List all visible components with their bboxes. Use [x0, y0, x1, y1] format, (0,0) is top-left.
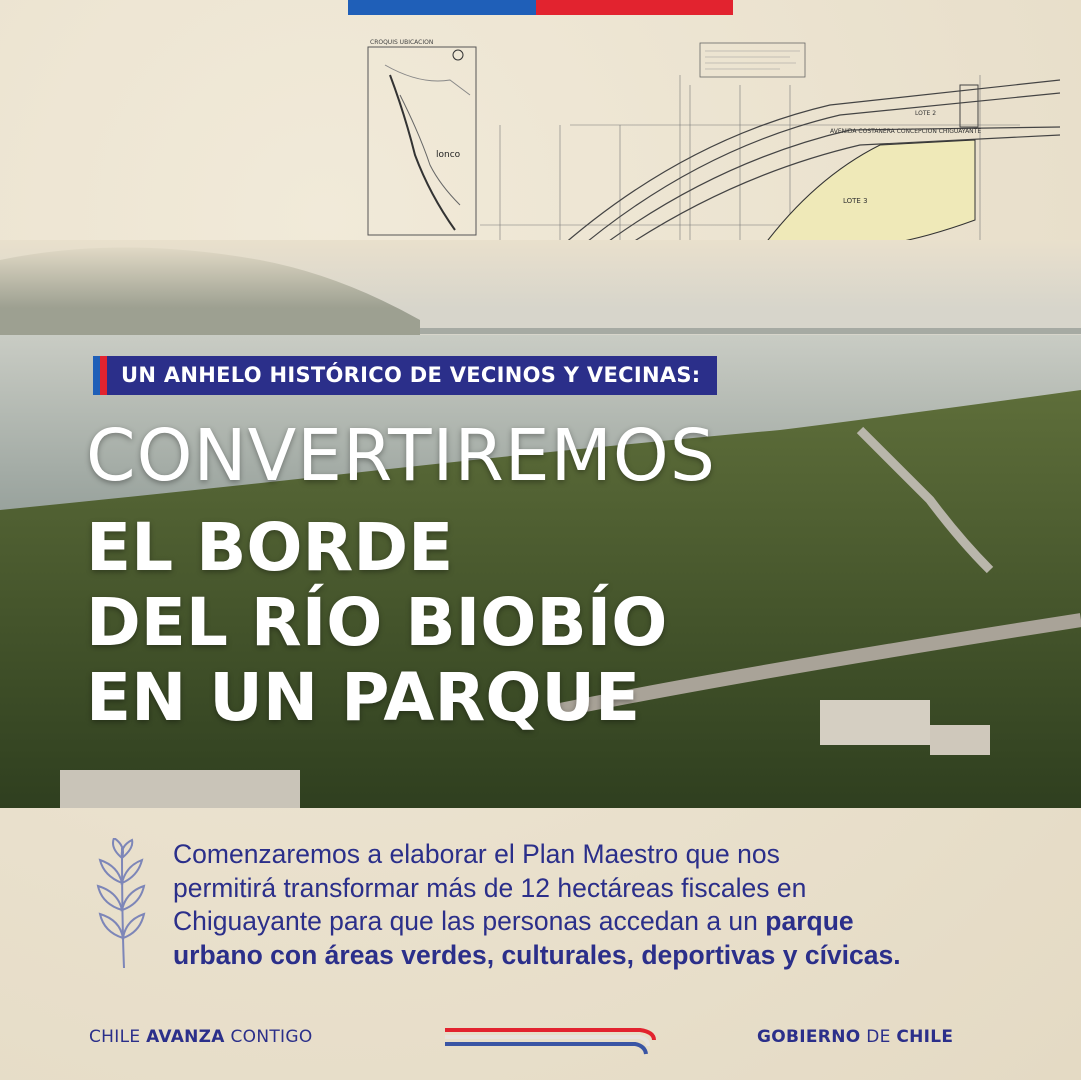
- kicker-red-bar: [100, 356, 107, 395]
- body-paragraph: [173, 838, 1033, 972]
- body-line-1: Comenzaremos a elaborar el Plan Maestro que nos: [173, 839, 780, 869]
- footer-slogan-bold: AVANZA: [146, 1027, 225, 1047]
- body-line-4-bold: urbano con áreas verdes, culturales, deportivas y cívicas.: [173, 939, 901, 970]
- body-line-3-plain: Chiguayante para que las personas accedan a un: [173, 906, 766, 936]
- headline-line-3: DEL RÍO BIOBÍO: [86, 584, 668, 661]
- avenue-label: AVENIDA COSTANERA CONCEPCION CHIGUAYANTE: [830, 128, 982, 135]
- kicker-blue-bar: [93, 356, 100, 395]
- footer-gov-bold: CHILE: [896, 1027, 954, 1047]
- footer-gov-part: DE: [860, 1027, 897, 1047]
- footer-slogan-part: CHILE: [89, 1027, 147, 1047]
- body-line-4: [173, 939, 1033, 973]
- inset-map-frame: [368, 47, 476, 235]
- headline-line-1: CONVERTIREMOS: [86, 414, 716, 497]
- footer-gov-bold: GOBIERNO: [757, 1027, 861, 1047]
- leaf-icon: [96, 838, 146, 970]
- inset-map-title: CROQUIS UBICACION: [370, 39, 434, 46]
- body-line-3: [173, 905, 1033, 939]
- footer-government: [757, 1027, 953, 1047]
- headline-bold: [86, 509, 668, 737]
- lot-2-block: [960, 85, 978, 127]
- flag-swoosh-logo: [440, 1024, 660, 1058]
- footer-slogan-part: CONTIGO: [224, 1027, 313, 1047]
- kicker-label: [93, 356, 717, 395]
- headline-line-2: EL BORDE: [86, 509, 454, 586]
- lot-3-label: LOTE 3: [843, 197, 868, 205]
- inset-place-label: lonco: [436, 150, 461, 160]
- flag-blue-stripe: [348, 0, 536, 15]
- headline-line-4: EN UN PARQUE: [86, 659, 641, 736]
- inset-contour: [385, 65, 470, 95]
- lot-2-label: LOTE 2: [915, 110, 937, 117]
- body-line-3-bold: parque: [765, 906, 854, 936]
- body-line-2: permitirá transformar más de 12 hectáreas fiscales en: [173, 872, 807, 903]
- inset-north-icon: [453, 50, 463, 60]
- footer-slogan: [89, 1027, 313, 1047]
- notes-box: [700, 43, 805, 77]
- kicker-text: UN ANHELO HISTÓRICO DE VECINOS Y VECINAS:: [107, 356, 717, 395]
- flag-bar: [348, 0, 733, 15]
- flag-red-stripe: [536, 0, 733, 15]
